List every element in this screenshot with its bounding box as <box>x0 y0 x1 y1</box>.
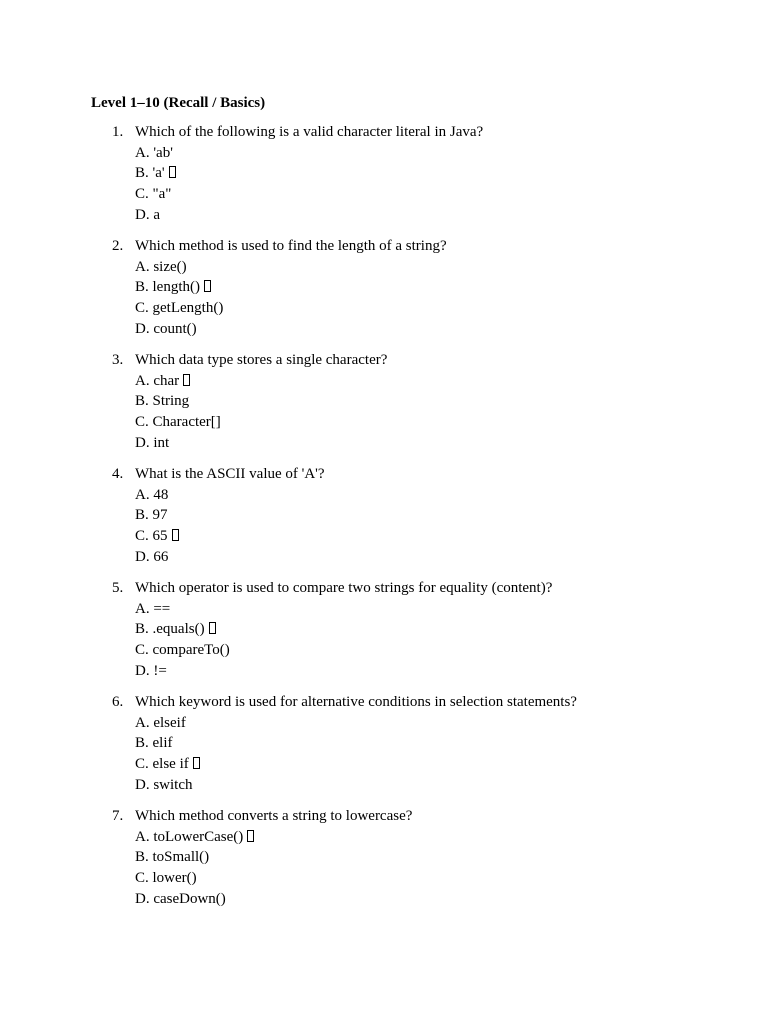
answer-option <box>135 163 176 184</box>
answer-option <box>135 257 223 278</box>
answer-option <box>135 889 254 910</box>
answer-option <box>135 391 221 412</box>
answer-option <box>135 205 176 226</box>
answer-option-text: D. caseDown() <box>135 890 226 907</box>
question-number: 6. <box>112 694 124 710</box>
answer-option-text: A. elseif <box>135 714 186 731</box>
question-item <box>0 692 768 806</box>
question-text: Which of the following is a valid character literal in Java? <box>135 124 484 140</box>
answer-option <box>135 277 223 298</box>
answer-option-text: A. 'ab' <box>135 144 173 161</box>
answer-options <box>135 257 223 340</box>
answer-option <box>135 143 176 164</box>
correct-answer-marker-icon <box>172 529 179 541</box>
answer-option <box>135 547 179 568</box>
answer-option-text: B. 'a' <box>135 165 165 182</box>
section-heading: Level 1–10 (Recall / Basics) <box>91 95 266 111</box>
answer-option-text: B. elif <box>135 735 173 752</box>
correct-answer-marker-icon <box>209 622 216 634</box>
correct-answer-marker-icon <box>204 280 211 292</box>
correct-answer-marker-icon <box>193 757 200 769</box>
answer-option-text: A. toLowerCase() <box>135 828 244 845</box>
question-text: Which method converts a string to lowercase? <box>135 808 413 824</box>
answer-option <box>135 412 221 433</box>
answer-option-text: A. size() <box>135 258 187 275</box>
answer-option <box>135 640 230 661</box>
question-text: What is the ASCII value of 'A'? <box>135 466 325 482</box>
answer-option-text: D. a <box>135 206 160 223</box>
answer-option <box>135 319 223 340</box>
answer-option-text: C. "a" <box>135 186 172 203</box>
question-number: 4. <box>112 466 124 482</box>
answer-option <box>135 754 200 775</box>
question-text: Which operator is used to compare two strings for equality (content)? <box>135 580 553 596</box>
answer-option <box>135 733 200 754</box>
answer-option <box>135 868 254 889</box>
answer-option-text: C. else if <box>135 756 189 773</box>
question-number: 2. <box>112 238 124 254</box>
answer-option-text: C. compareTo() <box>135 642 230 659</box>
answer-option <box>135 619 230 640</box>
question-number: 1. <box>112 124 124 140</box>
answer-option <box>135 184 176 205</box>
answer-option-text: D. != <box>135 662 167 679</box>
answer-options <box>135 371 221 454</box>
answer-option <box>135 371 221 392</box>
answer-option-text: A. 48 <box>135 486 169 503</box>
question-number: 3. <box>112 352 124 368</box>
answer-option <box>135 713 200 734</box>
answer-options <box>135 143 176 226</box>
answer-options <box>135 713 200 796</box>
answer-option <box>135 298 223 319</box>
answer-option-text: C. lower() <box>135 870 197 887</box>
answer-option <box>135 847 254 868</box>
answer-option-text: B. String <box>135 393 190 410</box>
answer-option <box>135 775 200 796</box>
answer-option <box>135 827 254 848</box>
answer-option-text: B. .equals() <box>135 621 205 638</box>
answer-options <box>135 485 179 568</box>
question-item <box>0 578 768 692</box>
question-text: Which data type stores a single character? <box>135 352 388 368</box>
question-item <box>0 236 768 350</box>
answer-option <box>135 661 230 682</box>
answer-option-text: B. 97 <box>135 507 168 524</box>
answer-option-text: B. toSmall() <box>135 849 210 866</box>
answer-option-text: D. count() <box>135 320 197 337</box>
correct-answer-marker-icon <box>247 830 254 842</box>
answer-options <box>135 599 230 682</box>
answer-options <box>135 827 254 910</box>
question-item <box>0 806 768 920</box>
answer-option-text: A. == <box>135 600 171 617</box>
question-text: Which method is used to find the length of a string? <box>135 238 447 254</box>
answer-option <box>135 433 221 454</box>
question-item <box>0 122 768 236</box>
answer-option-text: C. getLength() <box>135 300 224 317</box>
answer-option-text: C. 65 <box>135 528 168 545</box>
answer-option-text: D. switch <box>135 776 193 793</box>
answer-option <box>135 505 179 526</box>
answer-option-text: C. Character[] <box>135 414 221 431</box>
question-item <box>0 464 768 578</box>
correct-answer-marker-icon <box>183 374 190 386</box>
question-number: 5. <box>112 580 124 596</box>
question-text: Which keyword is used for alternative conditions in selection statements? <box>135 694 577 710</box>
answer-option-text: A. char <box>135 372 180 389</box>
correct-answer-marker-icon <box>169 166 176 178</box>
question-item <box>0 350 768 464</box>
question-number: 7. <box>112 808 124 824</box>
answer-option-text: D. 66 <box>135 548 169 565</box>
question-list <box>0 122 768 920</box>
answer-option <box>135 599 230 620</box>
answer-option <box>135 485 179 506</box>
answer-option-text: B. length() <box>135 279 200 296</box>
answer-option-text: D. int <box>135 434 170 451</box>
answer-option <box>135 526 179 547</box>
